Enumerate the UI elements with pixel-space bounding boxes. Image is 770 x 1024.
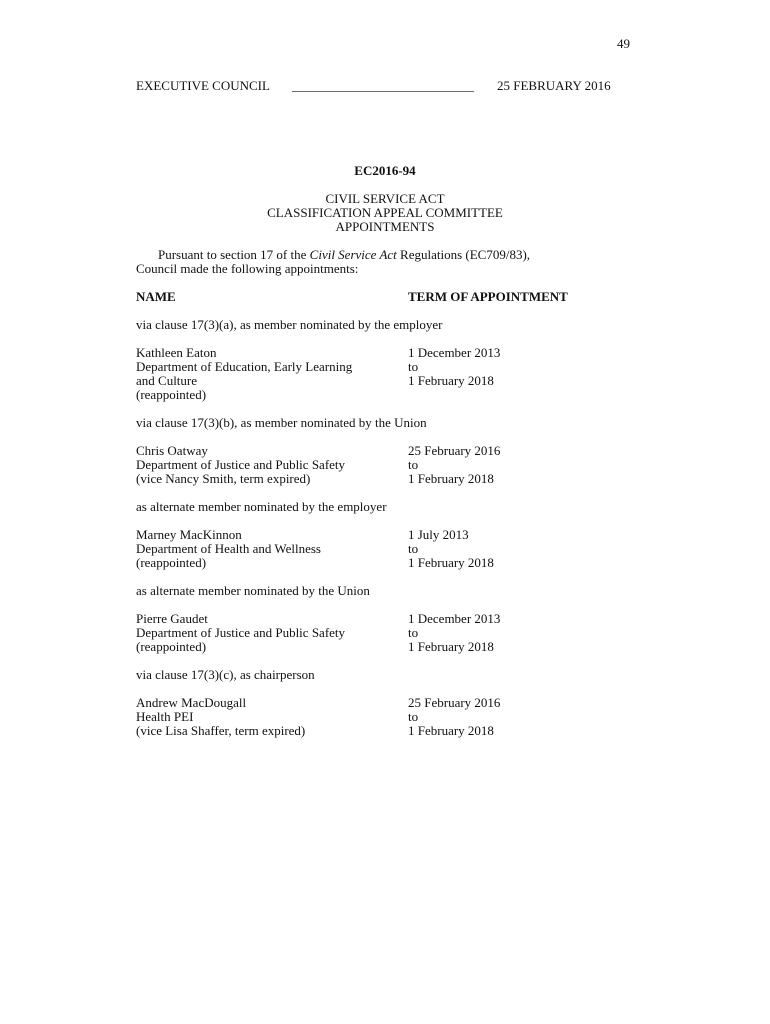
term-line: 25 February 2016 xyxy=(408,443,501,458)
header-date: 25 FEBRUARY 2016 xyxy=(497,78,611,93)
term-of-appointment xyxy=(408,612,500,654)
appointee-detail-line: (vice Nancy Smith, term expired) xyxy=(136,471,311,486)
term-of-appointment xyxy=(408,696,500,738)
group-label: as alternate member nominated by the Union xyxy=(136,583,370,598)
appointee-details xyxy=(136,346,352,402)
term-line: 1 December 2013 xyxy=(408,345,501,360)
term-line: 1 February 2018 xyxy=(408,373,494,388)
group-label: via clause 17(3)(a), as member nominated by the employer xyxy=(136,317,443,332)
term-line: 1 February 2018 xyxy=(408,555,494,570)
appointee-name: Pierre Gaudet xyxy=(136,611,208,626)
appointee-detail-line: Department of Health and Wellness xyxy=(136,541,321,556)
appointee-details xyxy=(136,444,345,486)
appointee-detail-line: Department of Education, Early Learning xyxy=(136,359,353,374)
group-label: via clause 17(3)(b), as member nominated by the Union xyxy=(136,415,427,430)
term-line: to xyxy=(408,359,419,374)
appointee-name: Marney MacKinnon xyxy=(136,527,242,542)
appointee-name: Kathleen Eaton xyxy=(136,345,217,360)
title-line: CIVIL SERVICE ACT xyxy=(325,191,445,206)
header-rule: ____________________________ xyxy=(292,78,474,93)
term-line: to xyxy=(408,541,419,556)
appointee-detail-line: (reappointed) xyxy=(136,555,207,570)
order-number: EC2016-94 xyxy=(354,163,416,178)
title-line: APPOINTMENTS xyxy=(335,219,435,234)
group-label: via clause 17(3)(c), as chairperson xyxy=(136,667,315,682)
intro-text: Council made the following appointments: xyxy=(136,261,359,276)
term-line: to xyxy=(408,625,419,640)
group-label: as alternate member nominated by the employer xyxy=(136,499,387,514)
intro-paragraph xyxy=(136,248,636,276)
page-number: 49 xyxy=(617,36,630,51)
term-column-header: TERM OF APPOINTMENT xyxy=(408,289,568,304)
appointee-details xyxy=(136,612,345,654)
term-line: 25 February 2016 xyxy=(408,695,501,710)
appointee-name: Andrew MacDougall xyxy=(136,695,247,710)
appointee-detail-line: and Culture xyxy=(136,373,198,388)
name-column-header: NAME xyxy=(136,289,176,304)
appointee-detail-line: (reappointed) xyxy=(136,639,207,654)
term-line: to xyxy=(408,457,419,472)
appointee-detail-line: Health PEI xyxy=(136,709,194,724)
intro-text: Regulations (EC709/83), xyxy=(396,247,531,262)
term-line: 1 July 2013 xyxy=(408,527,469,542)
header-council: EXECUTIVE COUNCIL xyxy=(136,78,270,93)
term-line: 1 February 2018 xyxy=(408,471,494,486)
term-line: 1 February 2018 xyxy=(408,723,494,738)
term-of-appointment xyxy=(408,528,494,570)
term-line: 1 December 2013 xyxy=(408,611,501,626)
appointee-detail-line: Department of Justice and Public Safety xyxy=(136,457,346,472)
term-of-appointment xyxy=(408,444,500,486)
appointee-name: Chris Oatway xyxy=(136,443,208,458)
appointee-detail-line: (vice Lisa Shaffer, term expired) xyxy=(136,723,306,738)
appointee-details xyxy=(136,528,321,570)
term-line: to xyxy=(408,709,419,724)
appointee-detail-line: Department of Justice and Public Safety xyxy=(136,625,346,640)
intro-text: Pursuant to section 17 of the xyxy=(158,247,310,262)
appointee-detail-line: (reappointed) xyxy=(136,387,207,402)
act-name: Civil Service Act xyxy=(309,247,397,262)
term-of-appointment xyxy=(408,346,500,388)
title-line: CLASSIFICATION APPEAL COMMITTEE xyxy=(267,205,503,220)
term-line: 1 February 2018 xyxy=(408,639,494,654)
appointee-details xyxy=(136,696,305,738)
